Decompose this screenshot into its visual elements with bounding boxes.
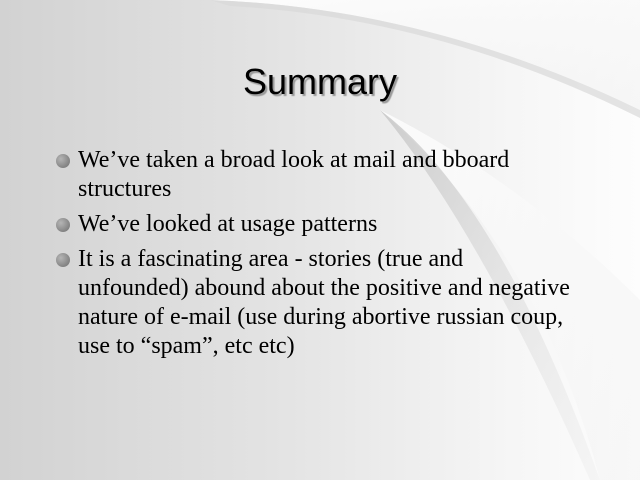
bullet-item <box>54 245 574 361</box>
bullet-list <box>54 146 574 367</box>
bullet-dot-icon <box>56 154 70 168</box>
bullet-item <box>54 146 574 204</box>
bullet-item <box>54 210 574 239</box>
bullet-dot-icon <box>56 253 70 267</box>
bullet-text: It is a fascinating area - stories (true and unfounded) abound about the positive and negative nature of e-mail (use during abortive russian coup, use to “spam”, etc etc) <box>78 246 570 359</box>
bullet-text: We’ve looked at usage patterns <box>78 211 378 237</box>
bullet-text: We’ve taken a broad look at mail and bboard structures <box>78 147 510 202</box>
slide-title: Summary <box>242 61 398 102</box>
bullet-dot-icon <box>56 218 70 232</box>
